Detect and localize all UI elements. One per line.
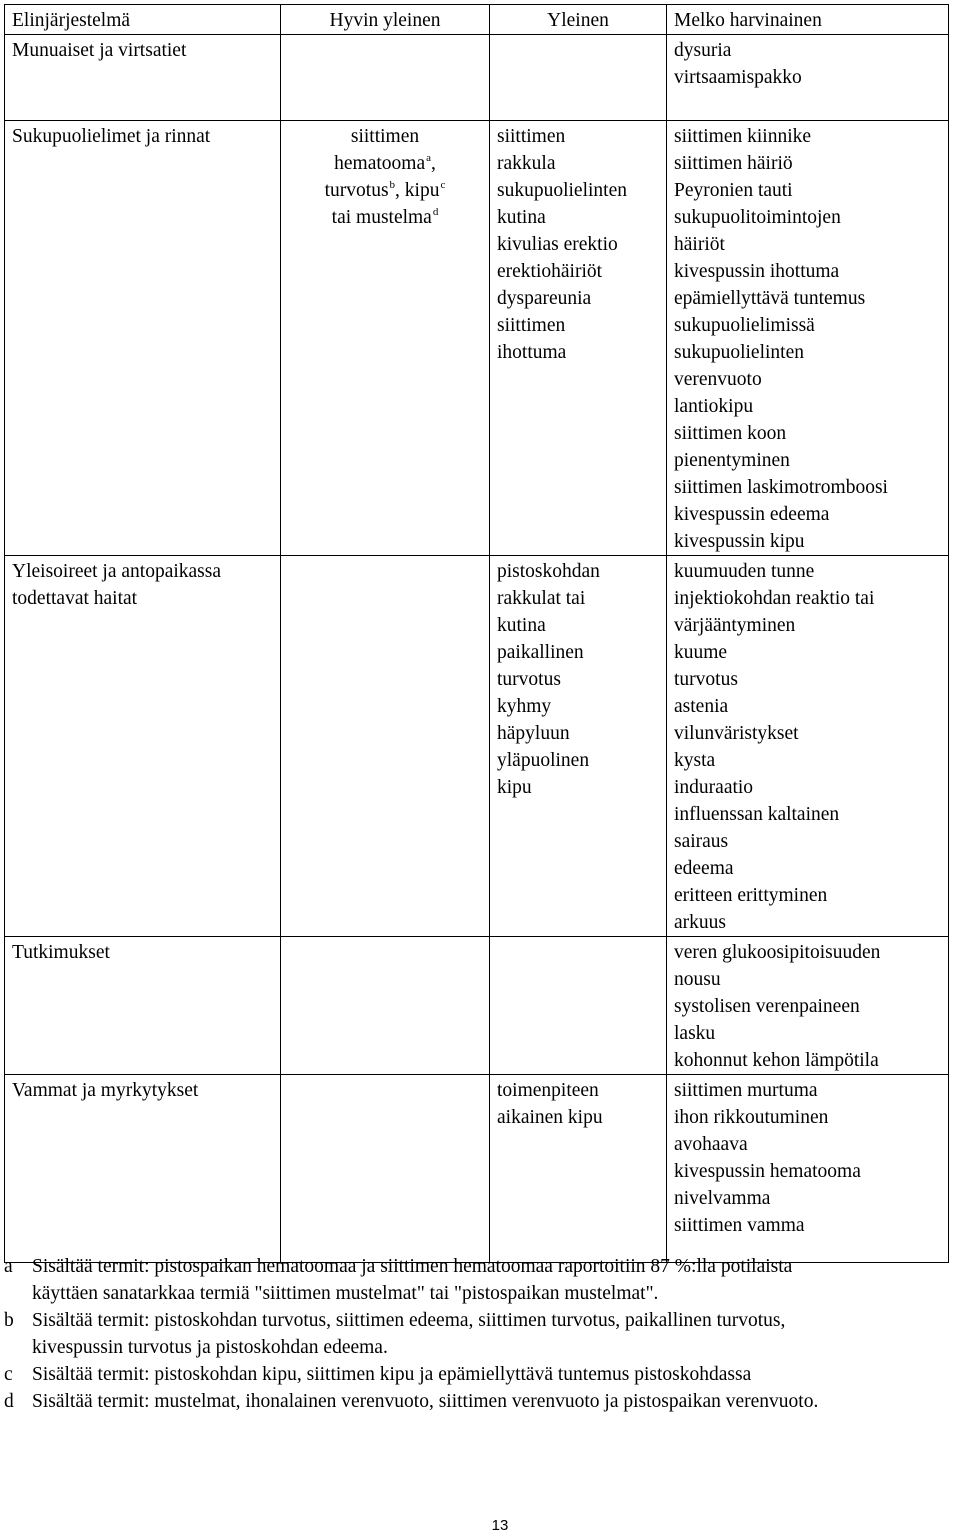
uncommon-cell: [667, 556, 949, 937]
very-common-cell: [281, 35, 490, 121]
common-item: rakkula: [497, 153, 556, 174]
uncommon-item: kivespussin edeema: [674, 504, 830, 525]
uncommon-item: eritteen erittyminen: [674, 885, 828, 906]
uncommon-item: sukupuolielimissä: [674, 315, 815, 336]
footnote-a: a Sisältää termit: pistospaikan hematoomaa ja siittimen hematoomaa raportoitiin 87 %:lla potilaista käyttäen sanatarkkaa termiä "siittimen mustelmat" tai "pistospaikan mustelmat".: [4, 1253, 960, 1307]
table-row-injury-poisoning: [5, 1075, 949, 1263]
uncommon-item: arkuus: [674, 912, 726, 933]
uncommon-cell: [667, 937, 949, 1075]
organ-cell: Sukupuolielimet ja rinnat: [5, 121, 281, 556]
footnotes: [4, 1253, 960, 1415]
common-item: erektiohäiriöt: [497, 261, 603, 282]
uncommon-item: Peyronien tauti: [674, 180, 793, 201]
common-item: siittimen: [497, 126, 566, 147]
uncommon-item: kysta: [674, 750, 716, 771]
very-common-cell: [281, 937, 490, 1075]
header-cell-common: Yleinen: [490, 5, 667, 35]
uncommon-item: värjääntyminen: [674, 615, 796, 636]
uncommon-item: siittimen kiinnike: [674, 126, 812, 147]
footnote-label: c: [4, 1364, 13, 1385]
common-item: kyhmy: [497, 696, 552, 717]
common-item: turvotus: [497, 669, 561, 690]
footnote-label: a: [4, 1256, 13, 1277]
common-item: rakkulat tai: [497, 588, 586, 609]
organ-cell: Munuaiset ja virtsatiet: [5, 35, 281, 121]
uncommon-item: dysuria: [674, 40, 732, 61]
footnote-label: d: [4, 1391, 14, 1412]
uncommon-item: siittimen murtuma: [674, 1080, 818, 1101]
table-row-kidney-urinary: [5, 35, 949, 121]
header-cell-uncommon: Melko harvinainen: [667, 5, 949, 35]
footnote-label: b: [4, 1310, 14, 1331]
uncommon-item: siittimen häiriö: [674, 153, 793, 174]
common-item: pistoskohdan: [497, 561, 600, 582]
organ-cell: Vammat ja myrkytykset: [5, 1075, 281, 1263]
uncommon-item: virtsaamispakko: [674, 67, 802, 88]
uncommon-item: kuume: [674, 642, 728, 663]
uncommon-item: lantiokipu: [674, 396, 754, 417]
adverse-reactions-table: [4, 4, 949, 1263]
uncommon-item: influenssan kaltainen: [674, 804, 840, 825]
uncommon-item: ihon rikkoutuminen: [674, 1107, 829, 1128]
common-item: paikallinen: [497, 642, 584, 663]
footnote-b: b Sisältää termit: pistoskohdan turvotus, siittimen edeema, siittimen turvotus, paikallinen turvotus, kivespussin turvotus ja pistoskohdan edeema.: [4, 1307, 960, 1361]
common-item: kutina: [497, 207, 546, 228]
table-row-investigations: [5, 937, 949, 1075]
common-item: kipu: [497, 777, 532, 798]
common-cell: [490, 937, 667, 1075]
footnote-c: c Sisältää termit: pistoskohdan kipu, siittimen kipu ja epämiellyttävä tuntemus pistoskohdassa: [4, 1361, 960, 1388]
common-cell: [490, 1075, 667, 1263]
uncommon-item: epämiellyttävä tuntemus: [674, 288, 866, 309]
organ-cell: Tutkimukset: [5, 937, 281, 1075]
uncommon-cell: [667, 35, 949, 121]
common-cell: [490, 35, 667, 121]
uncommon-item: häiriöt: [674, 234, 725, 255]
uncommon-item: kuumuuden tunne: [674, 561, 815, 582]
uncommon-item: kivespussin hematooma: [674, 1161, 861, 1182]
page-number: 13: [491, 1517, 509, 1534]
common-cell: [490, 121, 667, 556]
uncommon-item: nivelvamma: [674, 1188, 771, 1209]
footnote-d: d Sisältää termit: mustelmat, ihonalainen verenvuoto, siittimen verenvuoto ja pistospaikan verenvuoto.: [4, 1388, 960, 1415]
uncommon-item: sairaus: [674, 831, 729, 852]
footnote-ref-a: a: [426, 152, 431, 164]
uncommon-item: siittimen vamma: [674, 1215, 805, 1236]
uncommon-cell: [667, 121, 949, 556]
uncommon-item: kivespussin kipu: [674, 531, 805, 552]
common-item: siittimen: [497, 315, 566, 336]
uncommon-item: vilunväristykset: [674, 723, 799, 744]
very-common-cell: [281, 1075, 490, 1263]
very-common-cell: [281, 556, 490, 937]
uncommon-item: sukupuolielinten: [674, 342, 804, 363]
common-cell: [490, 556, 667, 937]
uncommon-item: nousu: [674, 969, 721, 990]
uncommon-item: induraatio: [674, 777, 754, 798]
table-row-reproductive: [5, 121, 949, 556]
footnote-ref-d: d: [432, 206, 439, 218]
uncommon-item: sukupuolitoimintojen: [674, 207, 841, 228]
footnote-ref-b: b: [389, 179, 396, 191]
uncommon-cell: [667, 1075, 949, 1263]
common-item: kivulias erektio: [497, 234, 618, 255]
common-item: kutina: [497, 615, 546, 636]
header-cell-organ-system: Elinjärjestelmä: [5, 5, 281, 35]
common-item: yläpuolinen: [497, 750, 590, 771]
uncommon-item: injektiokohdan reaktio tai: [674, 588, 875, 609]
common-item: toimenpiteen: [497, 1080, 599, 1101]
uncommon-item: systolisen verenpaineen: [674, 996, 860, 1017]
organ-cell: Yleisoireet ja antopaikassa todettavat haitat: [5, 556, 281, 937]
uncommon-item: veren glukoosipitoisuuden: [674, 942, 881, 963]
uncommon-item: siittimen laskimotromboosi: [674, 477, 888, 498]
common-item: aikainen kipu: [497, 1107, 603, 1128]
uncommon-item: kivespussin ihottuma: [674, 261, 840, 282]
uncommon-item: siittimen koon: [674, 423, 787, 444]
common-item: dyspareunia: [497, 288, 592, 309]
common-item: ihottuma: [497, 342, 567, 363]
table-row-general-disorders: [5, 556, 949, 937]
table-header-row: [5, 5, 949, 35]
header-cell-very-common: Hyvin yleinen: [281, 5, 490, 35]
uncommon-item: pienentyminen: [674, 450, 790, 471]
uncommon-item: avohaava: [674, 1134, 748, 1155]
uncommon-item: lasku: [674, 1023, 716, 1044]
common-item: sukupuolielinten: [497, 180, 627, 201]
uncommon-item: turvotus: [674, 669, 738, 690]
uncommon-item: verenvuoto: [674, 369, 762, 390]
uncommon-item: kohonnut kehon lämpötila: [674, 1050, 879, 1071]
very-common-cell: siittimen hematooma$^a$, turvotus$^b$, kipu$^c$ tai mustelma$^d$: [281, 121, 490, 556]
uncommon-item: edeema: [674, 858, 734, 879]
uncommon-item: astenia: [674, 696, 729, 717]
footnote-ref-c: c: [440, 179, 446, 191]
common-item: häpyluun: [497, 723, 570, 744]
